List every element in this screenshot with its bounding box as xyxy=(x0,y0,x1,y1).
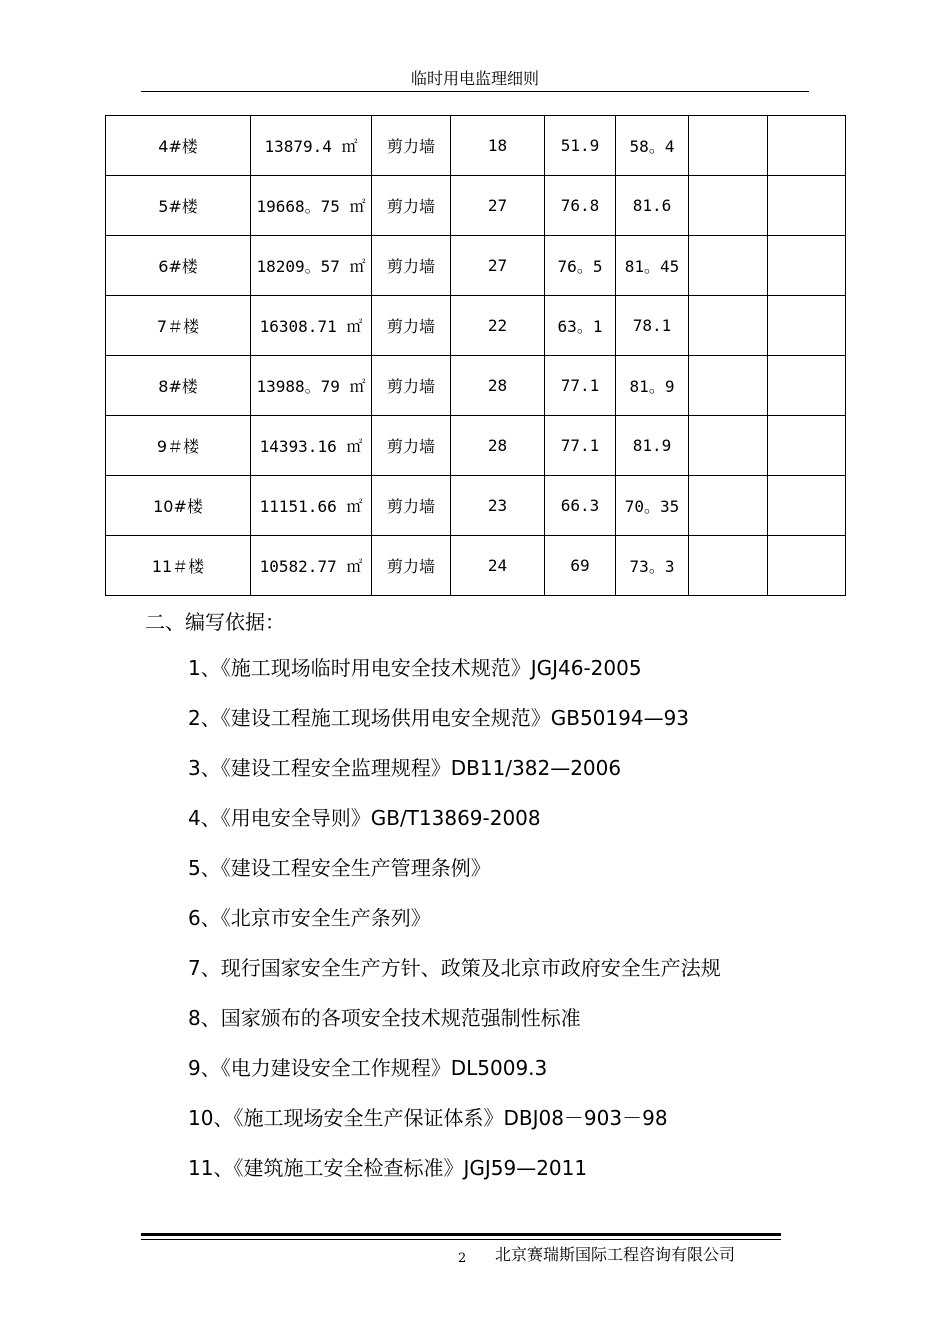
building-table xyxy=(105,115,846,596)
height-2: 70。35 xyxy=(616,476,689,536)
reference-item: 9、《电力建设安全工作规程》DL5009.3 xyxy=(188,1056,548,1080)
structure-type: 剪力墙 xyxy=(372,416,451,476)
empty-cell xyxy=(768,476,846,536)
height-2: 81。45 xyxy=(616,236,689,296)
empty-cell xyxy=(689,116,768,176)
reference-item: 4、《用电安全导则》GB/T13869-2008 xyxy=(188,806,541,830)
floor-count: 23 xyxy=(451,476,545,536)
height-2: 81.9 xyxy=(616,416,689,476)
building-name: 10#楼 xyxy=(106,476,251,536)
section-heading: 二、编写依据： xyxy=(145,610,285,634)
floor-count: 28 xyxy=(451,356,545,416)
structure-type: 剪力墙 xyxy=(372,236,451,296)
floor-area: 19668。75 ㎡ xyxy=(251,176,372,236)
height-2: 81。9 xyxy=(616,356,689,416)
height-1: 77.1 xyxy=(545,416,616,476)
company-name: 北京赛瑞斯国际工程咨询有限公司 xyxy=(495,1245,736,1264)
floor-area: 13879.4 ㎡ xyxy=(251,116,372,176)
reference-item: 6、《北京市安全生产条列》 xyxy=(188,906,431,930)
empty-cell xyxy=(689,236,768,296)
reference-item: 10、《施工现场安全生产保证体系》DBJ08－903－98 xyxy=(188,1106,668,1130)
floor-count: 24 xyxy=(451,536,545,596)
page-header-title: 临时用电监理细则 xyxy=(410,69,539,88)
floor-area: 10582.77 ㎡ xyxy=(251,536,372,596)
reference-item: 11、《建筑施工安全检查标准》JGJ59—2011 xyxy=(188,1156,588,1180)
floor-count: 22 xyxy=(451,296,545,356)
building-name: 5#楼 xyxy=(106,176,251,236)
table-row xyxy=(106,536,846,596)
floor-count: 18 xyxy=(451,116,545,176)
footer-rule-thick xyxy=(141,1233,781,1236)
floor-area: 16308.71 ㎡ xyxy=(251,296,372,356)
floor-area: 11151.66 ㎡ xyxy=(251,476,372,536)
height-1: 77.1 xyxy=(545,356,616,416)
table-row xyxy=(106,416,846,476)
structure-type: 剪力墙 xyxy=(372,536,451,596)
height-1: 66.3 xyxy=(545,476,616,536)
floor-area: 14393.16 ㎡ xyxy=(251,416,372,476)
table-row xyxy=(106,296,846,356)
reference-list xyxy=(188,654,721,1204)
structure-type: 剪力墙 xyxy=(372,296,451,356)
empty-cell xyxy=(689,296,768,356)
building-name: 9＃楼 xyxy=(106,416,251,476)
reference-item: 3、《建设工程安全监理规程》DB11/382—2006 xyxy=(188,756,622,780)
structure-type: 剪力墙 xyxy=(372,116,451,176)
table-row xyxy=(106,356,846,416)
footer-rule-thin xyxy=(141,1239,781,1240)
height-1: 76.8 xyxy=(545,176,616,236)
building-name: 7＃楼 xyxy=(106,296,251,356)
empty-cell xyxy=(768,296,846,356)
empty-cell xyxy=(689,416,768,476)
table-row xyxy=(106,236,846,296)
table-row xyxy=(106,476,846,536)
empty-cell xyxy=(768,116,846,176)
empty-cell xyxy=(689,176,768,236)
height-1: 51.9 xyxy=(545,116,616,176)
structure-type: 剪力墙 xyxy=(372,476,451,536)
structure-type: 剪力墙 xyxy=(372,176,451,236)
height-1: 69 xyxy=(545,536,616,596)
reference-item: 1、《施工现场临时用电安全技术规范》JGJ46-2005 xyxy=(188,656,642,680)
header-rule xyxy=(141,91,809,92)
floor-area: 18209。57 ㎡ xyxy=(251,236,372,296)
table-row xyxy=(106,176,846,236)
table-row xyxy=(106,116,846,176)
empty-cell xyxy=(689,356,768,416)
page-number: 2 xyxy=(458,1251,467,1266)
height-2: 58。4 xyxy=(616,116,689,176)
floor-count: 28 xyxy=(451,416,545,476)
height-1: 76。5 xyxy=(545,236,616,296)
building-name: 8#楼 xyxy=(106,356,251,416)
floor-count: 27 xyxy=(451,176,545,236)
floor-area: 13988。79 ㎡ xyxy=(251,356,372,416)
empty-cell xyxy=(768,416,846,476)
height-1: 63。1 xyxy=(545,296,616,356)
building-name: 6#楼 xyxy=(106,236,251,296)
building-name: 4#楼 xyxy=(106,116,251,176)
empty-cell xyxy=(689,536,768,596)
reference-item: 5、《建设工程安全生产管理条例》 xyxy=(188,856,491,880)
empty-cell xyxy=(689,476,768,536)
height-2: 73。3 xyxy=(616,536,689,596)
height-2: 78.1 xyxy=(616,296,689,356)
reference-item: 2、《建设工程施工现场供用电安全规范》GB50194—93 xyxy=(188,706,690,730)
height-2: 81.6 xyxy=(616,176,689,236)
empty-cell xyxy=(768,236,846,296)
building-name: 11＃楼 xyxy=(106,536,251,596)
empty-cell xyxy=(768,356,846,416)
structure-type: 剪力墙 xyxy=(372,356,451,416)
reference-item: 7、现行国家安全生产方针、政策及北京市政府安全生产法规 xyxy=(188,956,721,980)
reference-item: 8、国家颁布的各项安全技术规范强制性标准 xyxy=(188,1006,581,1030)
floor-count: 27 xyxy=(451,236,545,296)
empty-cell xyxy=(768,176,846,236)
empty-cell xyxy=(768,536,846,596)
